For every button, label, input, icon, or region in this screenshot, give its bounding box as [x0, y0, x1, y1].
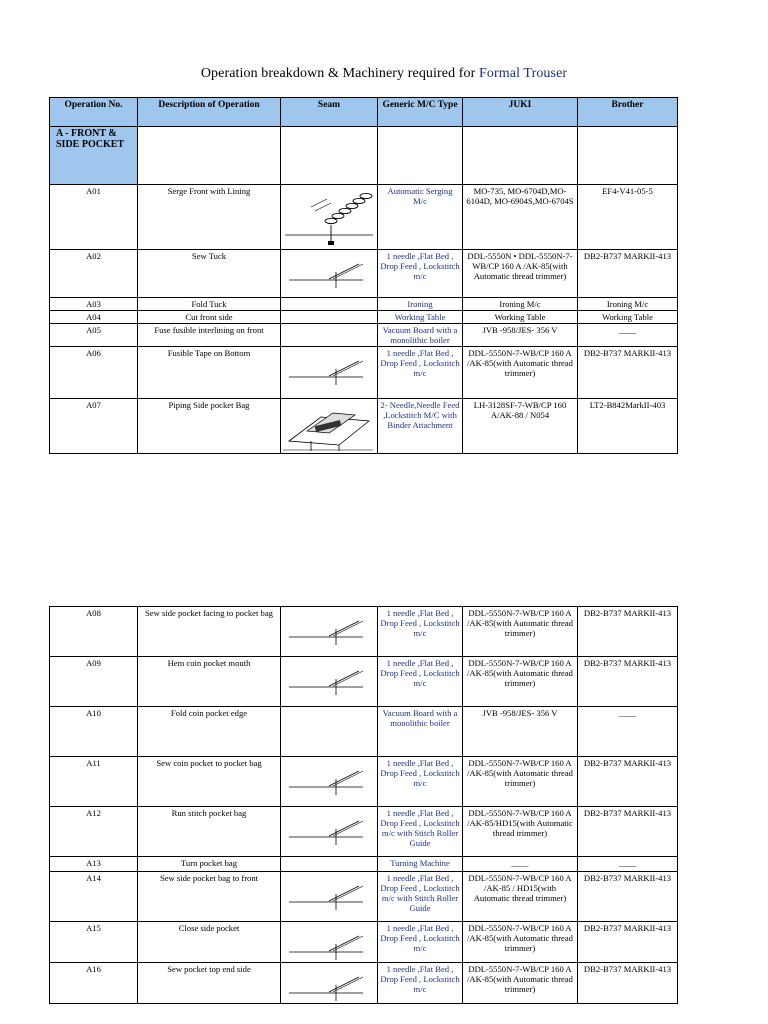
juki-cell: DDL-5550N-7-WB/CP 160 A /AK-85(with Automatic thread trimmer) [463, 657, 578, 707]
description-cell: Sew side pocket bag to front [138, 872, 281, 922]
description-cell: Sew side pocket facing to pocket bag [138, 607, 281, 657]
brother-cell: Ironing M/c [578, 298, 678, 311]
seam-cell [281, 607, 378, 657]
brother-cell: DB2-B737 MARKII-413 [578, 607, 678, 657]
juki-cell: JVB -958/JES- 356 V [463, 324, 578, 347]
operation-no-cell: A05 [50, 324, 138, 347]
description-cell: Fuse fusible interlining on front [138, 324, 281, 347]
header-description: Description of Operation [138, 98, 281, 127]
juki-cell: ____ [463, 857, 578, 872]
operation-no-cell: A03 [50, 298, 138, 311]
juki-cell: Working Table [463, 311, 578, 324]
seam-line-diagram [281, 807, 376, 847]
juki-cell: DDL-5550N • DDL-5550N-7-WB/CP 160 A /AK-85(with Automatic thread trimmer) [463, 250, 578, 298]
brother-cell: ____ [578, 324, 678, 347]
operation-no-cell: A12 [50, 807, 138, 857]
table-row [50, 707, 678, 757]
operation-no-cell: A14 [50, 872, 138, 922]
seam-cell [281, 347, 378, 399]
operation-no-cell: A01 [50, 185, 138, 250]
document-title [0, 66, 768, 82]
description-cell: Close side pocket [138, 922, 281, 963]
table-header-row [50, 98, 678, 127]
seam-line-diagram [281, 757, 376, 797]
table-row [50, 311, 678, 324]
juki-cell: DDL-5550N-7-WB/CP 160 A /AK-85(with Automatic thread trimmer) [463, 347, 578, 399]
seam-cell [281, 922, 378, 963]
description-cell: Run stitch pocket bag [138, 807, 281, 857]
table-row [50, 922, 678, 963]
juki-cell: LH-3128SF-7-WB/CP 160 A/AK-88 / N054 [463, 399, 578, 454]
operation-no-cell: A16 [50, 963, 138, 1004]
generic-mc-cell: Turning Machine [378, 857, 463, 872]
description-cell: Sew coin pocket to pocket bag [138, 757, 281, 807]
operation-no-cell: A06 [50, 347, 138, 399]
seam-cell [281, 963, 378, 1004]
generic-mc-cell: Vacuum Board with a monolithic boiler [378, 707, 463, 757]
brother-cell: DB2-B737 MARKII-413 [578, 922, 678, 963]
operation-no-cell: A07 [50, 399, 138, 454]
description-cell: Sew Tuck [138, 250, 281, 298]
table-row [50, 757, 678, 807]
table-row [50, 298, 678, 311]
brother-cell: DB2-B737 MARKII-413 [578, 757, 678, 807]
seam-cell [281, 807, 378, 857]
generic-mc-cell: 1 needle ,Flat Bed , Drop Feed , Lockstitch m/c with Stitch Roller Guide [378, 807, 463, 857]
header-seam: Seam [281, 98, 378, 127]
table-row [50, 872, 678, 922]
seam-line-diagram [281, 922, 376, 962]
brother-cell: Working Table [578, 311, 678, 324]
operations-table-page-2 [49, 606, 678, 1004]
brother-cell: EF4-V41-05-5 [578, 185, 678, 250]
operation-no-cell: A10 [50, 707, 138, 757]
table-row [50, 399, 678, 454]
seam-cell [281, 657, 378, 707]
generic-mc-cell: 2- Needle,Needle Feed ,Lockstitch M/C with Binder Attachment [378, 399, 463, 454]
serging-diagram [281, 185, 376, 249]
table-row [50, 185, 678, 250]
juki-cell: Ironing M/c [463, 298, 578, 311]
table-row [50, 857, 678, 872]
seam-line-diagram [281, 607, 376, 647]
generic-mc-cell: 1 needle ,Flat Bed , Drop Feed , Lockstitch m/c [378, 347, 463, 399]
title-accent: Formal Trouser [479, 66, 568, 81]
seam-cell [281, 298, 378, 311]
generic-mc-cell: 1 needle ,Flat Bed , Drop Feed , Lockstitch m/c [378, 963, 463, 1004]
operation-no-cell: A08 [50, 607, 138, 657]
seam-line-diagram [281, 250, 376, 290]
table-row [50, 963, 678, 1004]
brother-cell: ____ [578, 707, 678, 757]
operations-table-page-1 [49, 97, 678, 454]
description-cell: Serge Front with Lining [138, 185, 281, 250]
juki-cell: MO-735, MO-6704D,MO-6104D, MO-6904S,MO-6704S [463, 185, 578, 250]
juki-cell: JVB -958/JES- 356 V [463, 707, 578, 757]
juki-cell: DDL-5550N-7-WB/CP 160 A /AK-85(with Automatic thread trimmer) [463, 922, 578, 963]
brother-cell: DB2-B737 MARKII-413 [578, 807, 678, 857]
operation-no-cell: A04 [50, 311, 138, 324]
title-main: Operation breakdown & Machinery required for [200, 66, 476, 81]
seam-line-diagram [281, 963, 376, 1003]
description-cell: Fusible Tape on Bottom [138, 347, 281, 399]
brother-cell: DB2-B737 MARKII-413 [578, 657, 678, 707]
description-cell: Fold Tuck [138, 298, 281, 311]
table-row [50, 250, 678, 298]
binder-diagram [281, 399, 376, 451]
seam-cell [281, 872, 378, 922]
juki-cell: DDL-5550N-7-WB/CP 160 A /AK-85(with Automatic thread trimmer) [463, 963, 578, 1004]
generic-mc-cell: 1 needle ,Flat Bed , Drop Feed , Lockstitch m/c [378, 922, 463, 963]
description-cell: Hem coin pocket mouth [138, 657, 281, 707]
description-cell: Cut front side [138, 311, 281, 324]
seam-cell [281, 250, 378, 298]
generic-mc-cell: 1 needle ,Flat Bed , Drop Feed , Lockstitch m/c [378, 657, 463, 707]
seam-cell [281, 185, 378, 250]
header-juki: JUKI [463, 98, 578, 127]
generic-mc-cell: 1 needle ,Flat Bed , Drop Feed , Lockstitch m/c with Stitch Roller Guide [378, 872, 463, 922]
description-cell: Turn pocket bag [138, 857, 281, 872]
section-row [50, 127, 678, 185]
juki-cell: DDL-5550N-7-WB/CP 160 A /AK-85 / HD15(with Automatic thread trimmer) [463, 872, 578, 922]
seam-line-diagram [281, 657, 376, 697]
seam-line-diagram [281, 872, 376, 912]
seam-cell [281, 399, 378, 454]
generic-mc-cell: Working Table [378, 311, 463, 324]
brother-cell: LT2-B842MarkII-403 [578, 399, 678, 454]
generic-mc-cell: Automatic Serging M/c [378, 185, 463, 250]
juki-cell: DDL-5550N-7-WB/CP 160 A /AK-85(with Automatic thread trimmer) [463, 757, 578, 807]
table-row [50, 657, 678, 707]
brother-cell: DB2-B737 MARKII-413 [578, 250, 678, 298]
table-row [50, 347, 678, 399]
section-label: A - FRONT & SIDE POCKET [50, 127, 138, 185]
header-operation-no: Operation No. [50, 98, 138, 127]
operation-no-cell: A15 [50, 922, 138, 963]
generic-mc-cell: 1 needle ,Flat Bed , Drop Feed , Lockstitch m/c [378, 607, 463, 657]
seam-cell [281, 311, 378, 324]
seam-cell [281, 757, 378, 807]
table-row [50, 324, 678, 347]
operation-no-cell: A09 [50, 657, 138, 707]
generic-mc-cell: Ironing [378, 298, 463, 311]
operation-no-cell: A13 [50, 857, 138, 872]
brother-cell: DB2-B737 MARKII-413 [578, 872, 678, 922]
generic-mc-cell: Vacuum Board with a monolithic boiler [378, 324, 463, 347]
juki-cell: DDL-5550N-7-WB/CP 160 A /AK-85/HD15(with Automatic thread trimmer) [463, 807, 578, 857]
table-row [50, 807, 678, 857]
seam-cell [281, 707, 378, 757]
description-cell: Fold coin pocket edge [138, 707, 281, 757]
seam-cell [281, 857, 378, 872]
table-row [50, 607, 678, 657]
generic-mc-cell: 1 needle ,Flat Bed , Drop Feed , Lockstitch m/c [378, 250, 463, 298]
juki-cell: DDL-5550N-7-WB/CP 160 A /AK-85(with Automatic thread trimmer) [463, 607, 578, 657]
operation-no-cell: A11 [50, 757, 138, 807]
header-brother: Brother [578, 98, 678, 127]
seam-cell [281, 324, 378, 347]
seam-line-diagram [281, 347, 376, 387]
header-generic-mc: Generic M/C Type [378, 98, 463, 127]
generic-mc-cell: 1 needle ,Flat Bed , Drop Feed , Lockstitch m/c [378, 757, 463, 807]
operation-no-cell: A02 [50, 250, 138, 298]
description-cell: Sew pocket top end side [138, 963, 281, 1004]
brother-cell: DB2-B737 MARKII-413 [578, 963, 678, 1004]
description-cell: Piping Side pocket Bag [138, 399, 281, 454]
brother-cell: DB2-B737 MARKII-413 [578, 347, 678, 399]
brother-cell: ____ [578, 857, 678, 872]
